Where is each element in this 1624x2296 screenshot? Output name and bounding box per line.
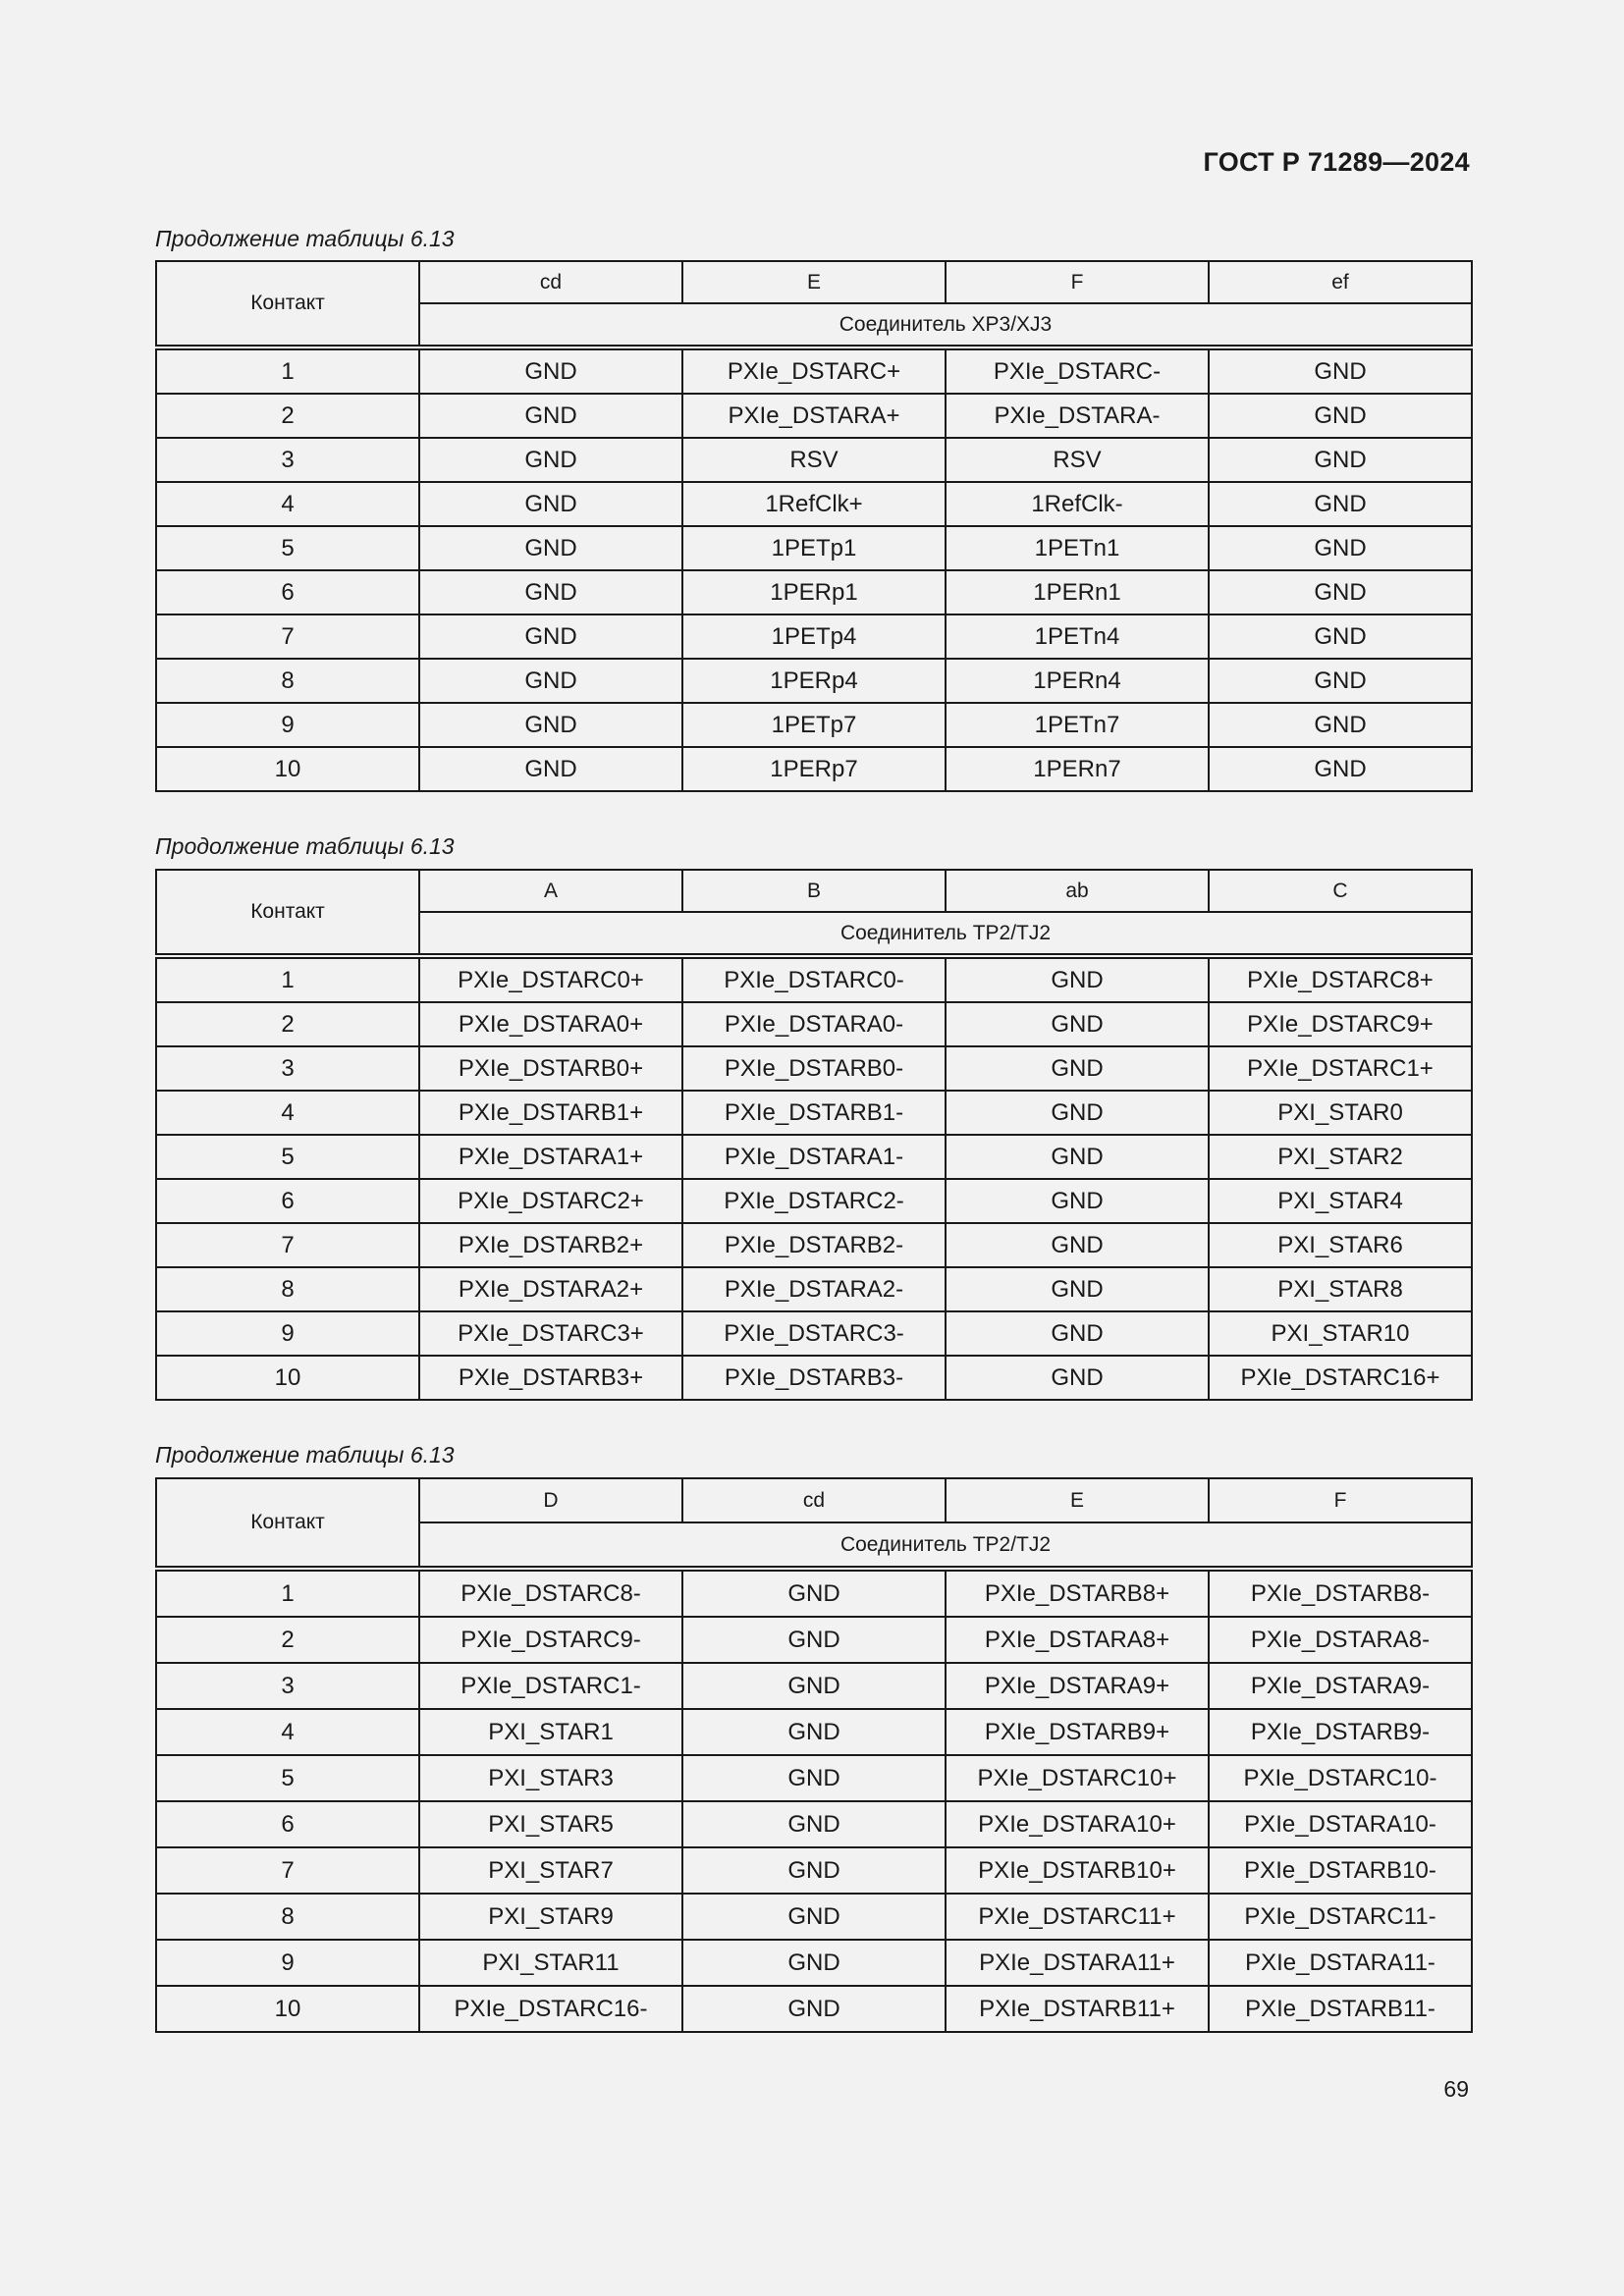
table-caption-3: Продолжение таблицы 6.13 xyxy=(155,1442,455,1468)
table-row xyxy=(156,1046,1472,1091)
signal-cell: 1PERn4 xyxy=(946,659,1209,703)
table-row xyxy=(156,747,1472,791)
table-row xyxy=(156,1663,1472,1709)
signal-cell: 1PETn4 xyxy=(946,614,1209,659)
table-row xyxy=(156,1135,1472,1179)
signal-cell: PXIe_DSTARB9+ xyxy=(946,1709,1209,1755)
contact-number-cell: 6 xyxy=(156,1179,419,1223)
signal-cell: GND xyxy=(419,703,682,747)
signal-cell: PXIe_DSTARC9+ xyxy=(1209,1002,1472,1046)
table-row xyxy=(156,1356,1472,1400)
signal-cell: PXIe_DSTARB8+ xyxy=(946,1569,1209,1617)
contact-number-cell: 8 xyxy=(156,1894,419,1940)
signal-cell: GND xyxy=(946,1223,1209,1267)
signal-cell: PXIe_DSTARC+ xyxy=(682,347,946,394)
signal-cell: PXI_STAR9 xyxy=(419,1894,682,1940)
signal-cell: PXIe_DSTARC- xyxy=(946,347,1209,394)
table-row xyxy=(156,1986,1472,2032)
signal-cell: PXIe_DSTARB8- xyxy=(1209,1569,1472,1617)
column-header: E xyxy=(946,1478,1209,1522)
contact-number-cell: 3 xyxy=(156,1046,419,1091)
signal-cell: PXI_STAR10 xyxy=(1209,1311,1472,1356)
column-header: D xyxy=(419,1478,682,1522)
signal-cell: GND xyxy=(946,1046,1209,1091)
table-row xyxy=(156,1311,1472,1356)
table-row xyxy=(156,570,1472,614)
signal-cell: GND xyxy=(946,1002,1209,1046)
signal-cell: PXIe_DSTARA10+ xyxy=(946,1801,1209,1847)
pin-table-1 xyxy=(155,260,1473,792)
signal-cell: PXIe_DSTARC11+ xyxy=(946,1894,1209,1940)
signal-cell: GND xyxy=(682,1894,946,1940)
signal-cell: PXIe_DSTARC3- xyxy=(682,1311,946,1356)
contact-number-cell: 2 xyxy=(156,1617,419,1663)
signal-cell: 1PETp4 xyxy=(682,614,946,659)
signal-cell: PXIe_DSTARC11- xyxy=(1209,1894,1472,1940)
signal-cell: GND xyxy=(946,1356,1209,1400)
contact-number-cell: 5 xyxy=(156,1135,419,1179)
signal-cell: GND xyxy=(419,614,682,659)
page-number: 69 xyxy=(1443,2076,1469,2102)
signal-cell: GND xyxy=(682,1709,946,1755)
signal-cell: PXI_STAR7 xyxy=(419,1847,682,1894)
table-row xyxy=(156,1709,1472,1755)
table-header-row xyxy=(156,1478,1472,1522)
signal-cell: PXIe_DSTARC9- xyxy=(419,1617,682,1663)
signal-cell: GND xyxy=(946,1311,1209,1356)
signal-cell: PXIe_DSTARB11+ xyxy=(946,1986,1209,2032)
contact-number-cell: 1 xyxy=(156,956,419,1002)
table-row xyxy=(156,1267,1472,1311)
signal-cell: PXIe_DSTARC0- xyxy=(682,956,946,1002)
contact-number-cell: 8 xyxy=(156,659,419,703)
signal-cell: 1PETn7 xyxy=(946,703,1209,747)
signal-cell: RSV xyxy=(682,438,946,482)
signal-cell: GND xyxy=(682,1801,946,1847)
contact-number-cell: 10 xyxy=(156,747,419,791)
signal-cell: RSV xyxy=(946,438,1209,482)
column-header: C xyxy=(1209,870,1472,912)
signal-cell: GND xyxy=(682,1986,946,2032)
signal-cell: PXIe_DSTARA1- xyxy=(682,1135,946,1179)
table-row xyxy=(156,482,1472,526)
signal-cell: GND xyxy=(946,1135,1209,1179)
signal-cell: 1PETn1 xyxy=(946,526,1209,570)
contact-number-cell: 4 xyxy=(156,1709,419,1755)
signal-cell: PXIe_DSTARC16+ xyxy=(1209,1356,1472,1400)
signal-cell: PXI_STAR5 xyxy=(419,1801,682,1847)
signal-cell: PXIe_DSTARB2+ xyxy=(419,1223,682,1267)
signal-cell: PXI_STAR3 xyxy=(419,1755,682,1801)
signal-cell: PXI_STAR0 xyxy=(1209,1091,1472,1135)
contact-number-cell: 2 xyxy=(156,1002,419,1046)
signal-cell: PXIe_DSTARC8+ xyxy=(1209,956,1472,1002)
signal-cell: GND xyxy=(419,347,682,394)
table-caption-1: Продолжение таблицы 6.13 xyxy=(155,226,455,251)
signal-cell: PXIe_DSTARA9+ xyxy=(946,1663,1209,1709)
signal-cell: 1PERn1 xyxy=(946,570,1209,614)
contact-number-cell: 9 xyxy=(156,703,419,747)
signal-cell: PXIe_DSTARA2+ xyxy=(419,1267,682,1311)
signal-cell: PXIe_DSTARA8- xyxy=(1209,1617,1472,1663)
signal-cell: PXIe_DSTARB0+ xyxy=(419,1046,682,1091)
signal-cell: PXIe_DSTARB0- xyxy=(682,1046,946,1091)
contact-number-cell: 1 xyxy=(156,347,419,394)
signal-cell: PXIe_DSTARB11- xyxy=(1209,1986,1472,2032)
signal-cell: GND xyxy=(419,747,682,791)
signal-cell: PXI_STAR1 xyxy=(419,1709,682,1755)
signal-cell: PXIe_DSTARB3- xyxy=(682,1356,946,1400)
contact-number-cell: 4 xyxy=(156,1091,419,1135)
signal-cell: PXIe_DSTARC1- xyxy=(419,1663,682,1709)
contact-number-cell: 5 xyxy=(156,1755,419,1801)
signal-cell: GND xyxy=(946,1179,1209,1223)
table-row xyxy=(156,956,1472,1002)
column-header: cd xyxy=(682,1478,946,1522)
signal-cell: PXIe_DSTARB3+ xyxy=(419,1356,682,1400)
contact-number-cell: 3 xyxy=(156,1663,419,1709)
signal-cell: 1PERn7 xyxy=(946,747,1209,791)
contact-column-header: Контакт xyxy=(156,870,419,956)
table-row xyxy=(156,526,1472,570)
table-caption-2: Продолжение таблицы 6.13 xyxy=(155,833,455,859)
signal-cell: PXIe_DSTARC8- xyxy=(419,1569,682,1617)
contact-number-cell: 4 xyxy=(156,482,419,526)
signal-cell: PXIe_DSTARB10- xyxy=(1209,1847,1472,1894)
table-row xyxy=(156,703,1472,747)
table-row xyxy=(156,1847,1472,1894)
signal-cell: GND xyxy=(682,1755,946,1801)
signal-cell: PXIe_DSTARA9- xyxy=(1209,1663,1472,1709)
signal-cell: GND xyxy=(682,1940,946,1986)
contact-number-cell: 7 xyxy=(156,1223,419,1267)
table-row xyxy=(156,1002,1472,1046)
signal-cell: GND xyxy=(419,526,682,570)
pin-table-3 xyxy=(155,1477,1473,2033)
signal-cell: PXIe_DSTARA2- xyxy=(682,1267,946,1311)
table-row xyxy=(156,1617,1472,1663)
table-row xyxy=(156,1569,1472,1617)
signal-cell: PXIe_DSTARC0+ xyxy=(419,956,682,1002)
signal-cell: GND xyxy=(946,1267,1209,1311)
contact-number-cell: 3 xyxy=(156,438,419,482)
signal-cell: PXIe_DSTARB9- xyxy=(1209,1709,1472,1755)
signal-cell: PXIe_DSTARA11+ xyxy=(946,1940,1209,1986)
signal-cell: PXI_STAR4 xyxy=(1209,1179,1472,1223)
contact-number-cell: 8 xyxy=(156,1267,419,1311)
signal-cell: PXIe_DSTARC10- xyxy=(1209,1755,1472,1801)
contact-number-cell: 2 xyxy=(156,394,419,438)
signal-cell: PXIe_DSTARC2+ xyxy=(419,1179,682,1223)
signal-cell: PXIe_DSTARC16- xyxy=(419,1986,682,2032)
connector-label: Соединитель TP2/TJ2 xyxy=(419,1522,1472,1569)
signal-cell: PXIe_DSTARB1- xyxy=(682,1091,946,1135)
contact-column-header: Контакт xyxy=(156,261,419,347)
contact-number-cell: 9 xyxy=(156,1311,419,1356)
contact-number-cell: 6 xyxy=(156,570,419,614)
signal-cell: GND xyxy=(682,1617,946,1663)
signal-cell: GND xyxy=(946,1091,1209,1135)
signal-cell: GND xyxy=(1209,614,1472,659)
signal-cell: PXIe_DSTARA0+ xyxy=(419,1002,682,1046)
signal-cell: PXIe_DSTARA- xyxy=(946,394,1209,438)
signal-cell: 1PERp7 xyxy=(682,747,946,791)
signal-cell: GND xyxy=(682,1569,946,1617)
signal-cell: 1PERp1 xyxy=(682,570,946,614)
signal-cell: GND xyxy=(1209,659,1472,703)
column-header: A xyxy=(419,870,682,912)
table-row xyxy=(156,1940,1472,1986)
signal-cell: 1PERp4 xyxy=(682,659,946,703)
signal-cell: GND xyxy=(419,659,682,703)
signal-cell: PXIe_DSTARC2- xyxy=(682,1179,946,1223)
signal-cell: PXIe_DSTARA11- xyxy=(1209,1940,1472,1986)
signal-cell: GND xyxy=(1209,703,1472,747)
signal-cell: GND xyxy=(1209,394,1472,438)
signal-cell: GND xyxy=(419,394,682,438)
table-header-row xyxy=(156,261,1472,303)
signal-cell: GND xyxy=(1209,747,1472,791)
signal-cell: 1PETp7 xyxy=(682,703,946,747)
signal-cell: PXIe_DSTARC1+ xyxy=(1209,1046,1472,1091)
signal-cell: GND xyxy=(946,956,1209,1002)
signal-cell: PXIe_DSTARB1+ xyxy=(419,1091,682,1135)
signal-cell: PXI_STAR8 xyxy=(1209,1267,1472,1311)
table-row xyxy=(156,1091,1472,1135)
contact-number-cell: 10 xyxy=(156,1356,419,1400)
table-row xyxy=(156,1179,1472,1223)
connector-label: Соединитель XP3/XJ3 xyxy=(419,303,1472,347)
contact-number-cell: 10 xyxy=(156,1986,419,2032)
contact-number-cell: 9 xyxy=(156,1940,419,1986)
signal-cell: GND xyxy=(419,570,682,614)
pin-table-2 xyxy=(155,869,1473,1401)
signal-cell: PXI_STAR11 xyxy=(419,1940,682,1986)
signal-cell: GND xyxy=(419,482,682,526)
table-row xyxy=(156,659,1472,703)
signal-cell: GND xyxy=(1209,526,1472,570)
signal-cell: 1PETp1 xyxy=(682,526,946,570)
column-header: F xyxy=(946,261,1209,303)
column-header: E xyxy=(682,261,946,303)
table-row xyxy=(156,614,1472,659)
signal-cell: PXIe_DSTARA0- xyxy=(682,1002,946,1046)
signal-cell: PXIe_DSTARC3+ xyxy=(419,1311,682,1356)
signal-cell: GND xyxy=(1209,482,1472,526)
table-row xyxy=(156,1223,1472,1267)
signal-cell: PXI_STAR2 xyxy=(1209,1135,1472,1179)
table-row xyxy=(156,1801,1472,1847)
signal-cell: 1RefClk+ xyxy=(682,482,946,526)
table-row xyxy=(156,1894,1472,1940)
contact-number-cell: 1 xyxy=(156,1569,419,1617)
signal-cell: PXIe_DSTARC10+ xyxy=(946,1755,1209,1801)
connector-label: Соединитель TP2/TJ2 xyxy=(419,912,1472,956)
signal-cell: GND xyxy=(1209,347,1472,394)
table-row xyxy=(156,394,1472,438)
contact-column-header: Контакт xyxy=(156,1478,419,1569)
column-header: B xyxy=(682,870,946,912)
signal-cell: PXI_STAR6 xyxy=(1209,1223,1472,1267)
contact-number-cell: 5 xyxy=(156,526,419,570)
signal-cell: GND xyxy=(682,1847,946,1894)
column-header: ab xyxy=(946,870,1209,912)
signal-cell: GND xyxy=(682,1663,946,1709)
signal-cell: PXIe_DSTARA1+ xyxy=(419,1135,682,1179)
contact-number-cell: 7 xyxy=(156,1847,419,1894)
signal-cell: GND xyxy=(1209,570,1472,614)
column-header: cd xyxy=(419,261,682,303)
signal-cell: PXIe_DSTARA10- xyxy=(1209,1801,1472,1847)
contact-number-cell: 6 xyxy=(156,1801,419,1847)
document-number: ГОСТ Р 71289—2024 xyxy=(1203,147,1470,177)
signal-cell: 1RefClk- xyxy=(946,482,1209,526)
table-row xyxy=(156,1755,1472,1801)
table-header-row xyxy=(156,870,1472,912)
signal-cell: PXIe_DSTARA8+ xyxy=(946,1617,1209,1663)
contact-number-cell: 7 xyxy=(156,614,419,659)
column-header: ef xyxy=(1209,261,1472,303)
signal-cell: PXIe_DSTARA+ xyxy=(682,394,946,438)
signal-cell: GND xyxy=(1209,438,1472,482)
column-header: F xyxy=(1209,1478,1472,1522)
table-row xyxy=(156,347,1472,394)
signal-cell: PXIe_DSTARB10+ xyxy=(946,1847,1209,1894)
table-row xyxy=(156,438,1472,482)
signal-cell: PXIe_DSTARB2- xyxy=(682,1223,946,1267)
signal-cell: GND xyxy=(419,438,682,482)
